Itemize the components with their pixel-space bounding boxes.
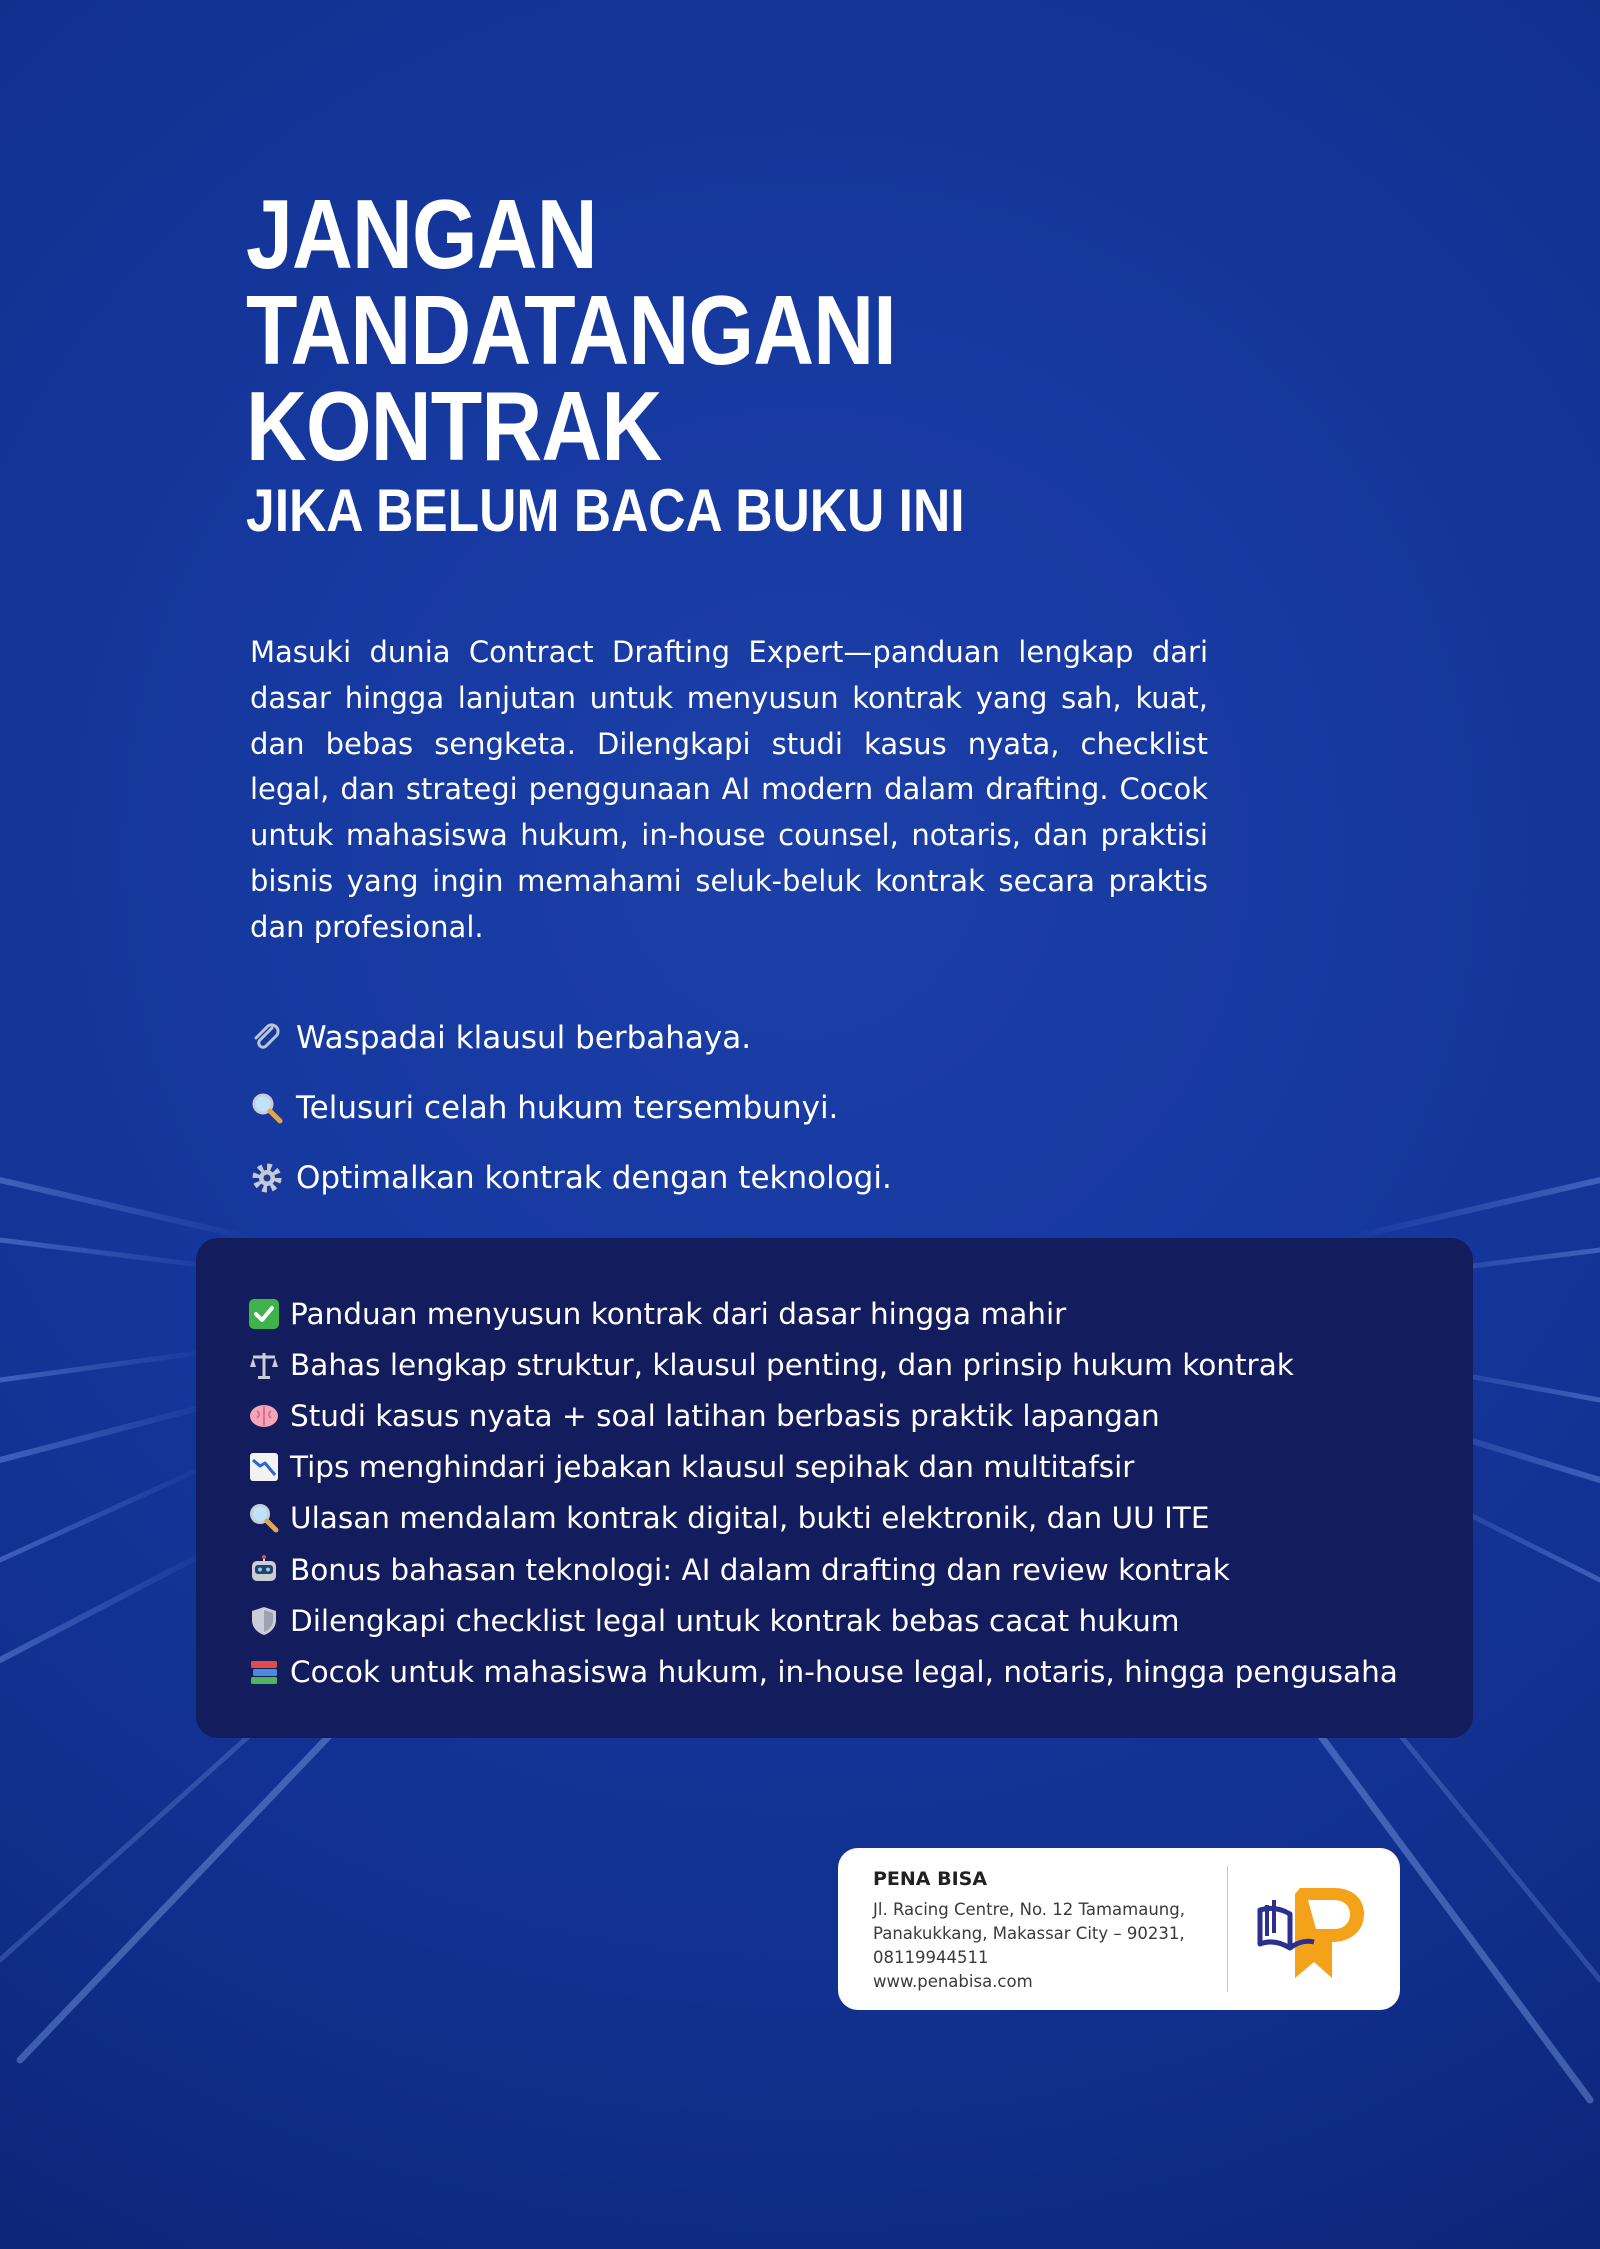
feature-text: Dilengkapi checklist legal untuk kontrak bebas cacat hukum — [290, 1603, 1180, 1638]
bullet-item — [246, 1143, 1246, 1213]
brain-icon — [246, 1398, 282, 1434]
feature-text: Cocok untuk mahasiswa hukum, in-house legal, notaris, hingga pengusaha — [290, 1654, 1398, 1689]
feature-text: Tips menghindari jebakan klausul sepihak dan multitafsir — [290, 1450, 1135, 1485]
magnifier-icon — [246, 1087, 288, 1129]
feature-text: Studi kasus nyata + soal latihan berbasis praktik lapangan — [290, 1398, 1160, 1433]
paperclip-icon — [246, 1017, 288, 1059]
highlight-bullets — [246, 1003, 1246, 1213]
scales-icon — [246, 1347, 282, 1383]
feature-item — [246, 1493, 1398, 1544]
feature-text: Bahas lengkap struktur, klausul penting, dan prinsip hukum kontrak — [290, 1347, 1294, 1382]
title-subtitle: JIKA BELUM BACA BUKU INI — [246, 477, 965, 544]
feature-item — [246, 1646, 1398, 1697]
bullet-item — [246, 1003, 1246, 1073]
title-line-1: JANGAN — [246, 179, 597, 289]
feature-text: Bonus bahasan teknologi: AI dalam drafting dan review kontrak — [290, 1552, 1230, 1587]
robot-icon — [246, 1552, 282, 1588]
feature-item — [246, 1595, 1398, 1646]
bullet-text: Optimalkan kontrak dengan teknologi. — [296, 1160, 892, 1196]
chart-down-icon — [246, 1449, 282, 1485]
check-icon — [246, 1296, 282, 1332]
publisher-address — [873, 1898, 1203, 1994]
gear-icon — [246, 1157, 288, 1199]
bullet-item — [246, 1073, 1246, 1143]
title-block — [246, 179, 1146, 544]
feature-item — [246, 1288, 1398, 1339]
publisher-name: PENA BISA — [873, 1868, 988, 1890]
feature-item — [246, 1442, 1398, 1493]
pena-bisa-logo-icon — [1250, 1870, 1370, 1988]
address-line: Panakukkang, Makassar City – 90231, — [873, 1924, 1185, 1943]
publisher-divider — [1227, 1866, 1228, 1992]
feature-item — [246, 1390, 1398, 1441]
bullet-text: Telusuri celah hukum tersembunyi. — [296, 1090, 839, 1126]
feature-text: Panduan menyusun kontrak dari dasar hingga mahir — [290, 1296, 1067, 1331]
shield-icon — [246, 1603, 282, 1639]
publisher-card — [838, 1848, 1400, 2010]
bullet-text: Waspadai klausul berbahaya. — [296, 1020, 752, 1056]
title-line-3: KONTRAK — [246, 371, 662, 481]
address-line: Jl. Racing Centre, No. 12 Tamamaung, — [873, 1900, 1185, 1919]
feature-item — [246, 1339, 1398, 1390]
intro-paragraph: Masuki dunia Contract Drafting Expert—panduan lengkap dari dasar hingga lanjutan untuk menyusun kontrak yang sah, kuat, dan bebas sengketa. Dilengkapi studi kasus nyata, checklist legal, dan strategi penggunaan AI modern dalam drafting. Cocok untuk mahasiswa hukum, in-house counsel, notaris, dan praktisi bisnis yang ingin memahami seluk-beluk kontrak secara praktis dan profesional. — [250, 635, 1208, 944]
website-link[interactable]: www.penabisa.com — [873, 1972, 1033, 1991]
features-panel — [196, 1238, 1473, 1738]
magnifier-icon — [246, 1500, 282, 1536]
features-list — [246, 1288, 1398, 1698]
feature-text: Ulasan mendalam kontrak digital, bukti elektronik, dan UU ITE — [290, 1501, 1210, 1536]
feature-item — [246, 1544, 1398, 1595]
title-line-2: TANDATANGANI — [246, 275, 896, 385]
books-icon — [246, 1654, 282, 1690]
phone-number: 08119944511 — [873, 1948, 989, 1967]
